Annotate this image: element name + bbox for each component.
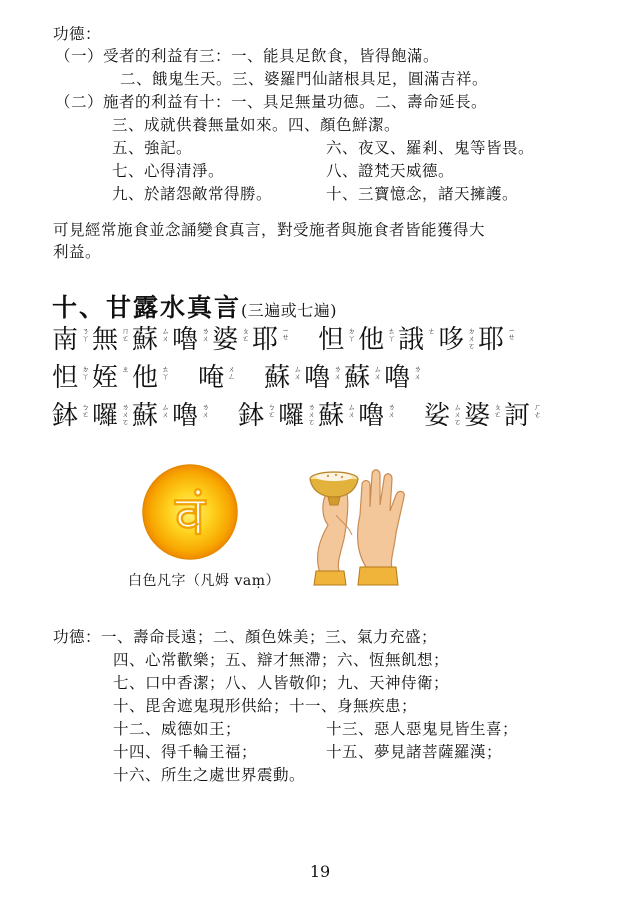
benefit-line: （二）施者的利益有十：一、具足無量功德。二、壽命延長。 [55,93,488,111]
conclusion-line: 可見經常施食並念誦變食真言，對受施者與施食者皆能獲得大 [53,221,486,239]
mantra-glyph: 鉢 [238,401,265,431]
zhuyin-annotation: ㄆㄛ [493,403,503,418]
mantra-glyph: 無 [92,325,119,355]
zhuyin-annotation: ㄊㄚ [161,365,171,380]
zhuyin-annotation: ㄉㄨㄛ [467,327,477,350]
zhuyin-annotation: ㄅㄛ [81,403,91,418]
mantra-char [132,361,171,395]
mantra-subtitle: (三遍或七遍) [241,301,338,320]
mantra-glyph: 哆 [438,325,465,355]
benefit-line: 三、成就供養無量如來。四、顏色鮮潔。 [112,116,401,134]
vam-glyph: वं [174,484,206,547]
seed-syllable-image [140,462,240,562]
mantra-glyph: 嚕 [304,363,331,393]
mantra-char [172,399,211,433]
mantra-line-1 [52,323,518,357]
mantra-glyph: 南 [52,325,79,355]
mantra-glyph: 鉢 [52,401,79,431]
mantra-glyph: 蘇 [132,325,159,355]
zhuyin-annotation: ㄌㄨㄛ [307,403,317,426]
mantra-line-2 [52,361,424,395]
zhuyin-annotation: ㄋㄚ [81,327,91,342]
zhuyin-annotation: ㄙㄨㄛ [453,403,463,426]
zhuyin-annotation: ㄌㄨ [413,365,423,380]
benefit-line: （一）受者的利益有三：一、能具足飲食，皆得飽滿。 [55,47,440,65]
benefit-line: 二、餓鬼生天。三、婆羅門仙諸根具足，圓滿吉祥。 [120,70,489,88]
mantra-glyph: 嚕 [172,401,199,431]
mantra-char [212,323,251,357]
offering-hands-image [300,455,410,587]
mantra-glyph: 婆 [464,401,491,431]
zhuyin-annotation: ㄉㄚ [81,365,91,380]
mantra-char [398,323,437,357]
mantra-char [344,361,383,395]
mantra-char [424,399,463,433]
mantra-char [92,399,131,433]
mantra-glyph: 婆 [212,325,239,355]
merit-line: 十三、惡人惡鬼見皆生喜； [326,720,519,738]
mantra-glyph: 耶 [252,325,279,355]
mantra-char [478,323,517,357]
mantra-title: 十、甘露水真言 [52,293,242,322]
zhuyin-annotation: ㄌㄨㄛ [121,403,131,426]
benefit-line: 九、於諸怨敵常得勝。 [112,185,273,203]
mantra-glyph: 娑 [424,401,451,431]
mantra-glyph: 嚕 [384,363,411,393]
zhuyin-annotation: ㄏㄜ [533,403,543,418]
merit-line: 功德：一、壽命長遠；二、顏色姝美；三、氣力充盛； [53,628,438,646]
mantra-char [52,399,91,433]
mantra-char [504,399,543,433]
mantra-char [464,399,503,433]
zhuyin-annotation: ㄌㄨ [201,403,211,418]
zhuyin-annotation: ㄧㄝ [281,327,291,341]
mantra-glyph: 怛 [318,325,345,355]
benefit-line: 八、證梵天威德。 [326,162,455,180]
mantra-char [172,323,211,357]
merit-line: 十六、所生之處世界震動。 [113,766,306,784]
zhuyin-annotation: ㄌㄨ [333,365,343,380]
zhuyin-annotation: ㄓ [121,365,131,373]
conclusion-line: 利益。 [53,243,102,261]
mantra-char [358,323,397,357]
benefit-line: 五、強記。 [112,139,193,157]
zhuyin-annotation: ㄌㄨ [387,403,397,418]
merit-line: 十五、夢見諸菩薩羅漢； [326,743,503,761]
mantra-char [438,323,477,357]
benefit-line: 六、夜叉、羅剎、鬼等皆畏。 [326,139,535,157]
zhuyin-annotation: ㄜ [427,327,437,335]
zhuyin-annotation: ㄙㄨ [293,365,303,380]
page-number: 19 [309,862,331,881]
merits-heading: 功德： [53,25,102,43]
zhuyin-annotation: ㄌㄨ [201,327,211,342]
mantra-glyph: 蘇 [344,363,371,393]
mantra-char [278,399,317,433]
benefit-line: 七、心得清淨。 [112,162,225,180]
mantra-char [318,399,357,433]
mantra-char [52,323,91,357]
merit-line: 十、毘舍遮鬼現形供給；十一、身無疾患； [113,697,418,715]
mantra-glyph: 蘇 [318,401,345,431]
zhuyin-annotation: ㄙㄨ [161,403,171,418]
mantra-char [318,323,357,357]
mantra-char [132,399,171,433]
mantra-char [304,361,343,395]
mantra-glyph: 唵 [198,363,225,393]
mantra-line-3 [52,399,544,433]
mantra-char [384,361,423,395]
mantra-glyph: 囉 [92,401,119,431]
zhuyin-annotation: ㄙㄨ [373,365,383,380]
zhuyin-annotation: ㄙㄨ [161,327,171,342]
zhuyin-annotation: ㄇㄛ [121,327,131,342]
mantra-glyph: 耶 [478,325,505,355]
merit-line: 十四、得千輪王福； [113,743,258,761]
zhuyin-annotation: ㄊㄚ [387,327,397,342]
mantra-glyph: 蘇 [264,363,291,393]
zhuyin-annotation: ㄧㄝ [507,327,517,341]
mantra-glyph: 誐 [398,325,425,355]
zhuyin-annotation: ㄙㄨ [347,403,357,418]
mantra-glyph: 囉 [278,401,305,431]
mantra-char [52,361,91,395]
mantra-char [264,361,303,395]
merit-line: 四、心常歡樂；五、辯才無滯；六、恆無飢想； [113,651,450,669]
mantra-glyph: 姪 [92,363,119,393]
mantra-char [132,323,171,357]
merit-line: 七、口中香潔；八、人皆敬仰；九、天神侍衛； [113,674,450,692]
figure-caption: 白色凡字（凡姆 vaṃ） [128,573,280,589]
mantra-char [198,361,237,395]
mantra-char [92,323,131,357]
mantra-char [238,399,277,433]
mantra-char [358,399,397,433]
mantra-glyph: 嚕 [358,401,385,431]
right-hand [358,470,405,569]
benefit-line: 十、三寶憶念，諸天擁護。 [326,185,519,203]
mantra-glyph: 蘇 [132,401,159,431]
mantra-glyph: 怛 [52,363,79,393]
zhuyin-annotation: ㄆㄛ [241,327,251,342]
zhuyin-annotation: ㄨㄥ [227,365,237,380]
mantra-char [252,323,291,357]
mantra-glyph: 訶 [504,401,531,431]
section-title [52,288,337,324]
zhuyin-annotation: ㄅㄛ [267,403,277,418]
mantra-glyph: 他 [358,325,385,355]
zhuyin-annotation: ㄉㄚ [347,327,357,342]
mantra-glyph: 他 [132,363,159,393]
merit-line: 十二、威德如王； [113,720,242,738]
mantra-char [92,361,131,395]
mantra-glyph: 嚕 [172,325,199,355]
